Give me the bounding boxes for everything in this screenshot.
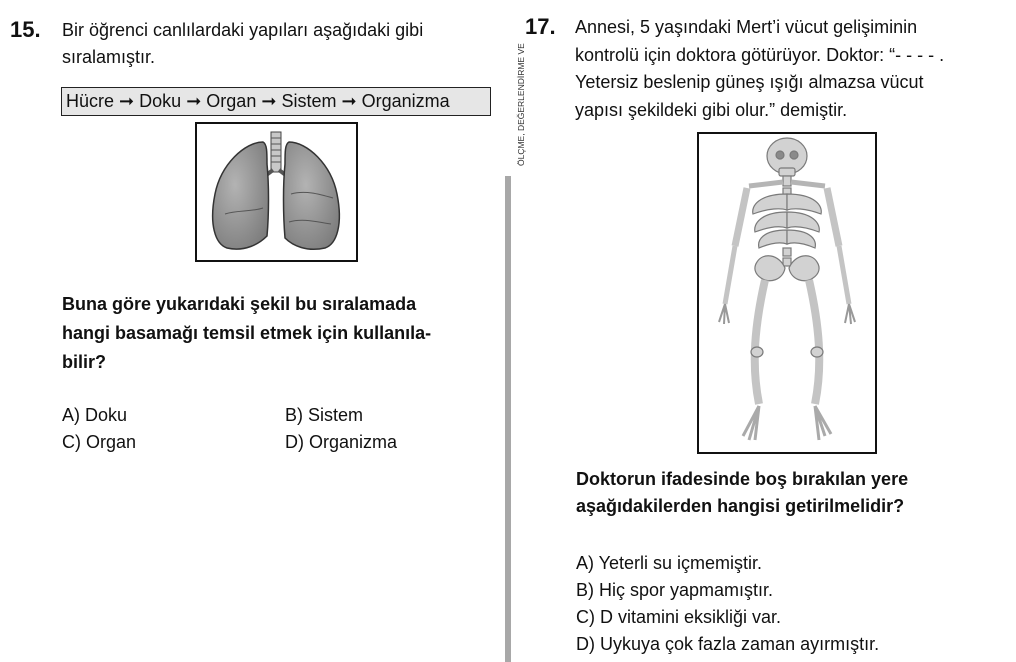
question-17-prompt-line-1: Doktorun ifadesinde boş bırakılan yere xyxy=(576,469,909,489)
lungs-figure-frame xyxy=(195,122,358,262)
q15-option-c[interactable]: C) Organ xyxy=(62,432,137,452)
chain-item-organ: Organ xyxy=(206,91,257,111)
chain-item-hucre: Hücre xyxy=(66,91,115,111)
q17-option-a[interactable]: A) Yeterli su içmemiştir. xyxy=(576,553,763,573)
question-17-intro-line-4: yapısı şekildeki gibi olur.” demiştir. xyxy=(575,99,848,120)
chain-item-organizma: Organizma xyxy=(361,91,450,111)
question-17-number: 17. xyxy=(525,14,556,39)
question-17-intro-line-1: Annesi, 5 yaşındaki Mert’i vücut gelişiminin xyxy=(575,17,918,37)
arrow-icon: ➞ xyxy=(186,91,202,111)
question-15-prompt xyxy=(62,290,502,377)
chain-item-doku: Doku xyxy=(139,91,182,111)
question-15-prompt-line-3: bilir? xyxy=(62,352,106,372)
side-band-text: ÖLÇME, DEĞERLENDİRME VE xyxy=(516,43,526,166)
chain-item-sistem: Sistem xyxy=(281,91,337,111)
lungs-icon xyxy=(197,124,356,260)
skeleton-icon xyxy=(699,134,875,452)
arrow-icon: ➞ xyxy=(119,91,135,111)
question-15-intro xyxy=(62,17,502,71)
structure-chain-box xyxy=(61,87,491,116)
q15-option-b[interactable]: B) Sistem xyxy=(285,405,364,425)
question-15-intro-line-2: sıralamıştır. xyxy=(62,47,156,67)
q17-option-c[interactable]: C) D vitamini eksikliği var. xyxy=(576,607,782,627)
column-divider xyxy=(505,176,511,662)
q17-option-b[interactable]: B) Hiç spor yapmamıştır. xyxy=(576,580,774,600)
question-17-prompt xyxy=(576,466,1006,520)
question-17-prompt-line-2: aşağıdakilerden hangisi getirilmelidir? xyxy=(576,496,905,516)
arrow-icon: ➞ xyxy=(341,91,357,111)
q15-option-a[interactable]: A) Doku xyxy=(62,405,128,425)
skeleton-figure-frame xyxy=(697,132,877,454)
question-15-prompt-line-1: Buna göre yukarıdaki şekil bu sıralamada xyxy=(62,294,417,314)
question-15-number: 15. xyxy=(10,17,41,42)
question-17-intro-line-3: Yetersiz beslenip güneş ışığı almazsa vücut xyxy=(575,72,924,92)
question-17-intro xyxy=(575,14,1005,124)
question-15-prompt-line-2: hangi basamağı temsil etmek için kullanıla- xyxy=(62,323,432,343)
question-17-intro-line-2: kontrolü için doktora götürüyor. Doktor: “- - - - . xyxy=(575,44,945,65)
q17-option-d[interactable]: D) Uykuya çok fazla zaman ayırmıştır. xyxy=(576,634,880,654)
question-15-intro-line-1: Bir öğrenci canlılardaki yapıları aşağıdaki gibi xyxy=(62,20,424,40)
q15-option-d[interactable]: D) Organizma xyxy=(285,432,398,452)
arrow-icon: ➞ xyxy=(261,91,277,111)
side-band xyxy=(504,0,526,170)
